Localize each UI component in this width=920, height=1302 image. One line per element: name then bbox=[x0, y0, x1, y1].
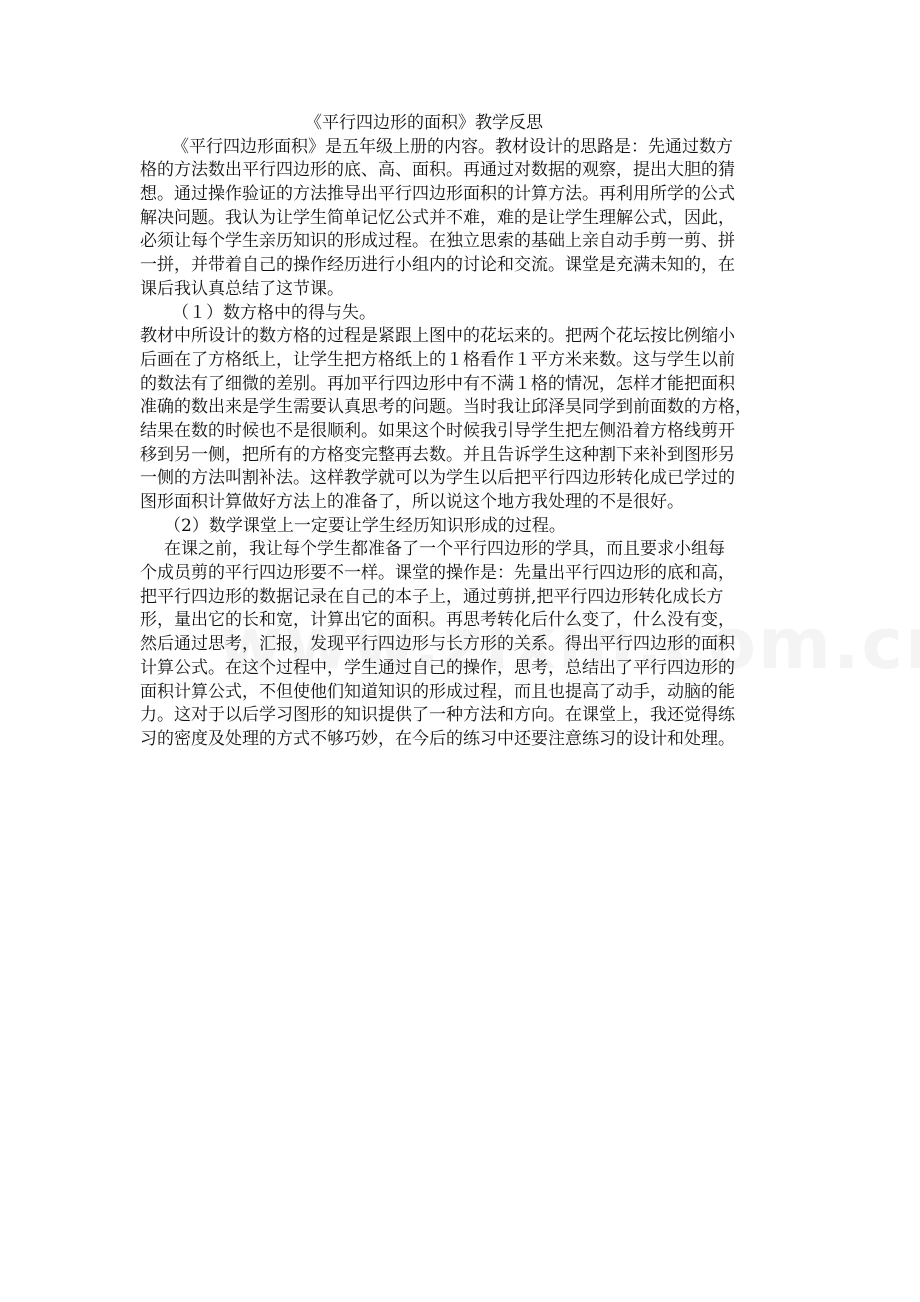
paragraph-line: 然后通过思考，汇报，发现平行四边形与长方形的关系。得出平行四边形的面积 bbox=[140, 634, 735, 655]
paragraph-line: 教材中所设计的数方格的过程是紧跟上图中的花坛来的。把两个花坛按比例缩小 bbox=[140, 326, 735, 347]
paragraph-line: 力。这对于以后学习图形的知识提供了一种方法和方向。在课堂上，我还觉得练 bbox=[140, 705, 735, 726]
document-title: 《平行四边形的面积》教学反思 bbox=[305, 113, 543, 133]
paragraph-line: 计算公式。在这个过程中，学生通过自己的操作，思考，总结出了平行四边形的 bbox=[140, 657, 735, 678]
paragraph-line: 习的密度及处理的方式不够巧妙，在今后的练习中还要注意练习的设计和处理。 bbox=[140, 728, 735, 749]
paragraph-line: 面积计算公式，不但使他们知道知识的形成过程，而且也提高了动手，动脑的能 bbox=[140, 681, 735, 702]
paragraph-line: 形，量出它的长和宽，计算出它的面积。再思考转化后什么变了，什么没有变， bbox=[140, 610, 735, 631]
paragraph-line: 后画在了方格纸上，让学生把方格纸上的１格看作１平方米来数。这与学生以前 bbox=[140, 349, 735, 370]
paragraph-line: 的数法有了细微的差别。再加平行四边形中有不满１格的情况，怎样才能把面积 bbox=[140, 373, 735, 394]
paragraph-line: 想。通过操作验证的方法推导出平行四边形面积的计算方法。再利用所学的公式 bbox=[140, 184, 735, 205]
paragraph-line: 解决问题。我认为让学生简单记忆公式并不难，难的是让学生理解公式，因此， bbox=[140, 207, 735, 228]
paragraph-line: 把平行四边形的数据记录在自己的本子上，通过剪拼,把平行四边形转化成长方 bbox=[140, 586, 724, 607]
paragraph-line: 在课之前，我让每个学生都准备了一个平行四边形的学具，而且要求小组每 bbox=[164, 539, 725, 560]
paragraph-line: 移到另一侧，把所有的方格变完整再去数。并且告诉学生这种割下来补到图形另 bbox=[140, 444, 735, 465]
paragraph-line: 必须让每个学生亲历知识的形成过程。在独立思索的基础上亲自动手剪一剪、拼 bbox=[140, 231, 735, 252]
intro-paragraph bbox=[140, 136, 795, 302]
section-2-heading: （2）数学课堂上一定要让学生经历知识形成的过程。 bbox=[164, 515, 566, 536]
document-body bbox=[140, 112, 795, 752]
paragraph-line: 格的方法数出平行四边形的底、高、面积。再通过对数据的观察，提出大胆的猜 bbox=[140, 160, 735, 181]
section-1-heading: （１）数方格中的得与失。 bbox=[172, 302, 376, 323]
paragraph-line: 一侧的方法叫割补法。这样教学就可以为学生以后把平行四边形转化成已学过的 bbox=[140, 468, 735, 489]
section-2-paragraph bbox=[140, 538, 795, 751]
paragraph-line: 个成员剪的平行四边形要不一样。课堂的操作是：先量出平行四边形的底和高， bbox=[140, 563, 735, 584]
paragraph-line: 《平行四边形面积》是五年级上册的内容。教材设计的思路是：先通过数方 bbox=[172, 136, 733, 157]
section-1-paragraph bbox=[140, 325, 795, 515]
paragraph-line: 图形面积计算做好方法上的准备了，所以说这个地方我处理的不是很好。 bbox=[140, 492, 684, 512]
paragraph-line: 准确的数出来是学生需要认真思考的问题。当时我让邱泽昊同学到前面数的方格， bbox=[140, 397, 752, 418]
paragraph-line: 结果在数的时候也不是很顺利。如果这个时候我引导学生把左侧沿着方格线剪开 bbox=[140, 420, 735, 441]
paragraph-line: 一拼，并带着自己的操作经历进行小组内的讨论和交流。课堂是充满未知的，在 bbox=[140, 255, 735, 276]
paragraph-line: 课后我认真总结了这节课。 bbox=[140, 278, 344, 299]
